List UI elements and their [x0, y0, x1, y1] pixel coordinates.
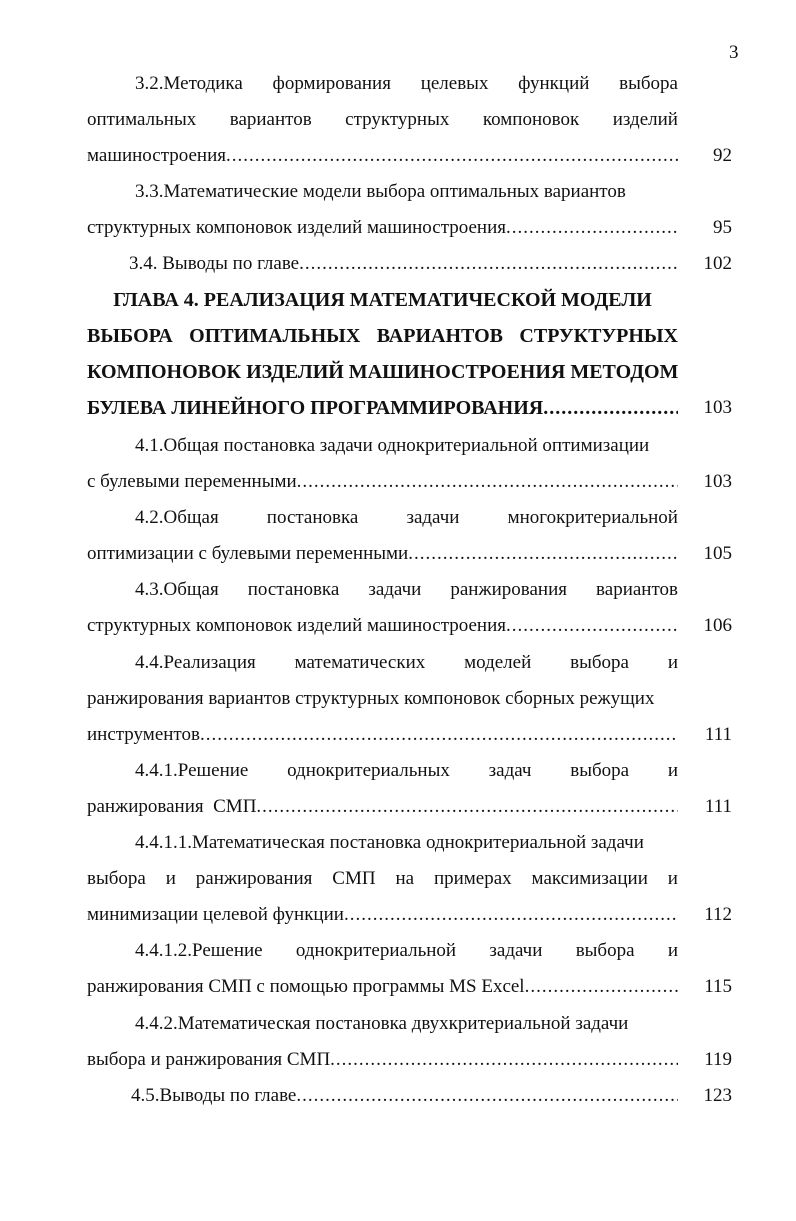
- toc-entry-4-4-2-line-2: [87, 1046, 678, 1074]
- word: и: [667, 868, 678, 889]
- toc-entry-3-3-line-1: [87, 178, 678, 206]
- toc-entry-text: 4.4.1.1.Математическая постановка однокритериальной задачи: [135, 832, 644, 853]
- toc-entry-4-4-line-1: [87, 649, 678, 677]
- leader-dots: [330, 1046, 678, 1074]
- word: ВЫБОРА: [87, 325, 173, 347]
- word: вариантов: [229, 109, 312, 130]
- chapter-heading-text: БУЛЕВА ЛИНЕЙНОГО ПРОГРАММИРОВАНИЯ: [87, 397, 544, 419]
- word: структурных: [345, 109, 450, 130]
- toc-entry-4-2-line-1: [87, 504, 678, 532]
- toc-entry-text: минимизации целевой функции: [87, 904, 344, 925]
- page-number: 3: [729, 42, 739, 63]
- word: на: [395, 868, 415, 889]
- toc-page-number: 111: [704, 724, 732, 745]
- word: моделей: [464, 652, 532, 673]
- toc-entry-4-5: [87, 1082, 678, 1110]
- toc-entry-text: ранжирования СМП с помощью программы MS Excel: [87, 976, 525, 997]
- toc-entry-text: выбора и ранжирования СМП: [87, 1049, 331, 1070]
- leader-dots: [299, 250, 678, 278]
- toc-entry-text: машиностроения: [87, 145, 226, 166]
- word: выбора: [570, 760, 630, 781]
- toc-page-number: 119: [704, 1049, 732, 1070]
- toc-entry-text: структурных компоновок изделий машиностроения: [87, 217, 506, 238]
- toc-entry-4-4-1-1-line-1: [87, 829, 678, 857]
- leader-dots: [297, 468, 678, 496]
- leader-dots: [226, 142, 678, 170]
- toc-page-number: 112: [704, 904, 732, 925]
- word: компоновок: [482, 109, 580, 130]
- toc-entry-4-2-line-2: [87, 540, 678, 568]
- chapter-heading-text: ГЛАВА 4. РЕАЛИЗАЦИЯ МАТЕМАТИЧЕСКОЙ МОДЕЛИ: [113, 289, 652, 311]
- toc-entry-4-4-1-2-line-2: [87, 973, 678, 1001]
- word: ВАРИАНТОВ: [376, 325, 503, 347]
- word: выбора: [570, 652, 629, 673]
- toc-entry-text: оптимизации с булевыми переменными: [87, 543, 409, 564]
- toc-entry-3-2-line-1: [87, 70, 678, 98]
- toc-entry-4-4-1-1-line-2: [87, 865, 678, 893]
- word: задачи: [489, 940, 543, 961]
- leader-dots: [256, 793, 678, 821]
- word: ОПТИМАЛЬНЫХ: [189, 325, 361, 347]
- toc-page-number: 95: [713, 217, 732, 238]
- toc-entry-4-4-1-2-line-1: [87, 937, 678, 965]
- toc-entry-text: ранжирования СМП: [87, 796, 257, 817]
- word: СТРУКТУРНЫХ: [519, 325, 678, 347]
- word: 4.4.Реализация: [135, 652, 256, 673]
- word: выбора: [619, 73, 678, 94]
- word: и: [165, 868, 176, 889]
- toc-entry-4-4-1-line-2: [87, 793, 678, 821]
- word: СМП: [332, 868, 376, 889]
- leader-dots: [344, 901, 678, 929]
- word: выбора: [87, 868, 146, 889]
- toc-entry-4-3-line-1: [87, 576, 678, 604]
- word: функций: [518, 73, 590, 94]
- toc-page-number: 103: [703, 397, 732, 418]
- toc-page-number: 92: [713, 145, 732, 166]
- word: ранжирования: [450, 579, 568, 600]
- toc-page-number: 115: [704, 976, 732, 997]
- toc-entry-text: 4.1.Общая постановка задачи однокритериальной оптимизации: [135, 435, 650, 456]
- chapter-4-heading-line-1: [87, 286, 678, 314]
- leader-dots: [200, 721, 678, 749]
- word: и: [667, 760, 678, 781]
- leader-dots: [543, 394, 678, 422]
- word: и: [667, 940, 678, 961]
- chapter-4-heading-line-3: [87, 358, 678, 386]
- toc-entry-4-4-1-line-1: [87, 757, 678, 785]
- word: 4.4.1.2.Решение: [135, 940, 263, 961]
- word: многокритериальной: [507, 507, 678, 528]
- toc-entry-4-4-1-1-line-3: [87, 901, 678, 929]
- word: задач: [488, 760, 532, 781]
- leader-dots: [525, 973, 678, 1001]
- toc-entry-4-4-2-line-1: [87, 1010, 678, 1038]
- word: математических: [294, 652, 426, 673]
- toc-entry-3-4: [87, 250, 678, 278]
- toc-entry-text: структурных компоновок изделий машиностроения: [87, 615, 506, 636]
- word: 3.2.Методика: [135, 73, 243, 94]
- toc-entry-text: 3.3.Математические модели выбора оптимальных вариантов: [135, 181, 626, 202]
- leader-dots: [506, 214, 678, 242]
- toc-page-number: 123: [703, 1085, 732, 1106]
- leader-dots: [408, 540, 678, 568]
- word: 4.2.Общая: [135, 507, 219, 528]
- word: целевых: [420, 73, 489, 94]
- word: 4.4.1.Решение: [135, 760, 249, 781]
- chapter-4-heading-line-2: [87, 322, 678, 350]
- toc-entry-3-2-line-2: [87, 106, 678, 134]
- toc-entry-4-1-line-1: [87, 432, 678, 460]
- toc-entry-text: 3.4. Выводы по главе: [129, 253, 300, 274]
- word: максимизации: [531, 868, 648, 889]
- toc-entry-text: инструментов: [87, 724, 200, 745]
- toc-page-number: 103: [703, 471, 732, 492]
- word: ранжирования: [195, 868, 313, 889]
- toc-page-number: 102: [703, 253, 732, 274]
- toc-entry-text: ранжирования вариантов структурных компоновок сборных режущих: [87, 688, 655, 709]
- word: вариантов: [596, 579, 678, 600]
- toc-entry-4-4-line-3: [87, 721, 678, 749]
- toc-entry-text: 4.4.2.Математическая постановка двухкритериальной задачи: [135, 1013, 629, 1034]
- word: оптимальных: [87, 109, 197, 130]
- word: однокритериальной: [295, 940, 457, 961]
- leader-dots: [296, 1082, 678, 1110]
- word: постановка: [247, 579, 340, 600]
- word: однокритериальных: [287, 760, 450, 781]
- toc-page-number: 106: [703, 615, 732, 636]
- toc-entry-3-2-line-3: [87, 142, 678, 170]
- toc-entry-text: с булевыми переменными: [87, 471, 297, 492]
- word: задачи: [406, 507, 460, 528]
- word: изделий: [612, 109, 678, 130]
- word: выбора: [575, 940, 635, 961]
- toc-entry-4-4-line-2: [87, 685, 678, 713]
- chapter-4-heading-line-4: [87, 394, 678, 422]
- word: формирования: [272, 73, 391, 94]
- word: постановка: [266, 507, 359, 528]
- toc-entry-4-3-line-2: [87, 612, 678, 640]
- word: 4.3.Общая: [135, 579, 219, 600]
- word: примерах: [433, 868, 512, 889]
- leader-dots: [506, 612, 678, 640]
- chapter-heading-text: КОМПОНОВОК ИЗДЕЛИЙ МАШИНОСТРОЕНИЯ МЕТОДОМ: [87, 361, 678, 383]
- toc-entry-text: 4.5.Выводы по главе: [131, 1085, 297, 1106]
- toc-entry-4-1-line-2: [87, 468, 678, 496]
- word: и: [667, 652, 678, 673]
- word: задачи: [368, 579, 422, 600]
- toc-page-number: 111: [704, 796, 732, 817]
- toc-page-number: 105: [703, 543, 732, 564]
- toc-entry-3-3-line-2: [87, 214, 678, 242]
